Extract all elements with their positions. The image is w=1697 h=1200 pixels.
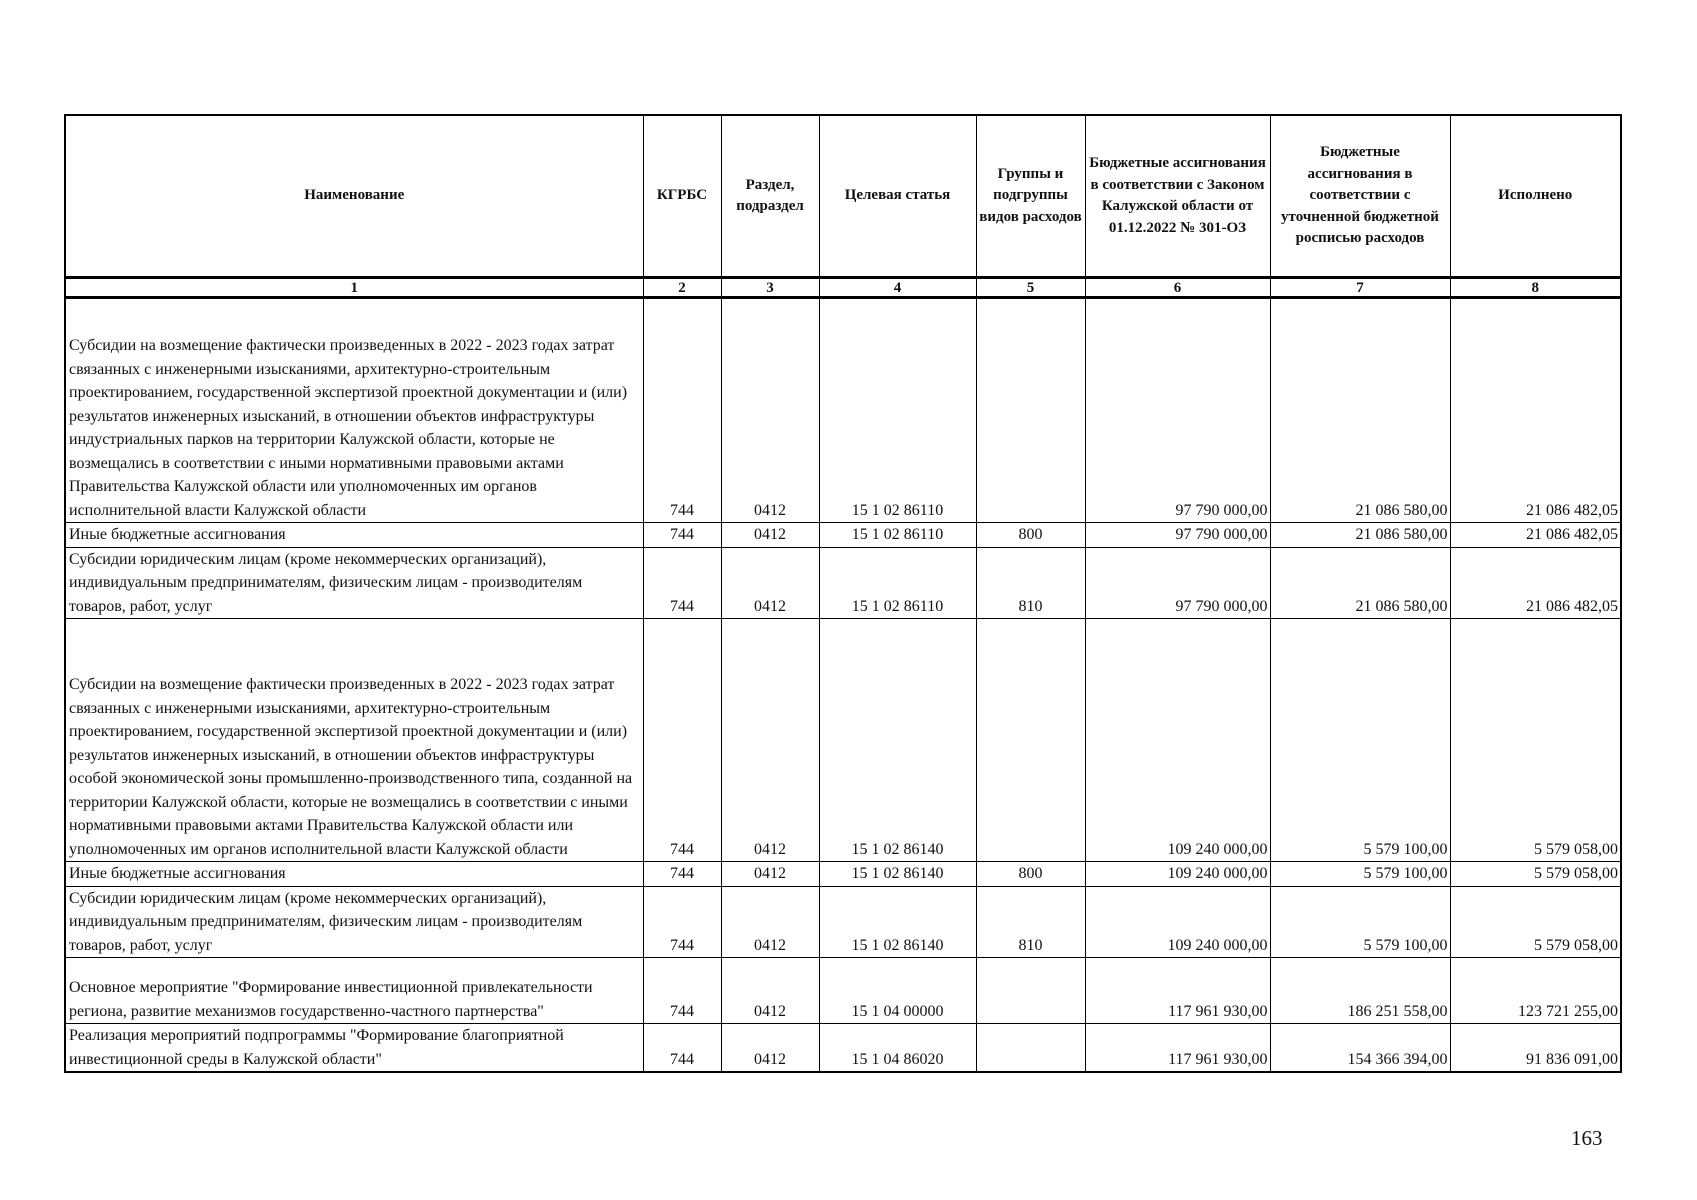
header-kgrbs: КГРБС — [643, 115, 721, 278]
cell-law-allocation: 109 240 000,00 — [1085, 886, 1270, 958]
table-row — [65, 958, 1621, 1024]
header-expense-group: Группы и подгруппы видов расходов — [976, 115, 1085, 278]
cell-name: Субсидии на возмещение фактически произведенных в 2022 - 2023 годах затрат связанных с инженерными изысканиями, архитектурно-строительным проектированием, государственной экспертизой проектной документации и (или) результатов инженерных изысканий, в отношении объектов инфраструктуры особой экономической зоны промышленно-производственного типа, созданной на территории Калужской области, которые не возмещались в соответствии с иными нормативными правовыми актами Правительства Калужской области или уполномоченных им органов исполнительной власти Калужской области — [65, 619, 643, 862]
cell-expense-group — [976, 619, 1085, 862]
column-number-expense-group: 5 — [976, 278, 1085, 298]
cell-expense-group: 810 — [976, 886, 1085, 958]
table-row — [65, 547, 1621, 619]
cell-law-allocation: 97 790 000,00 — [1085, 298, 1270, 523]
table-row — [65, 886, 1621, 958]
cell-refined-allocation: 186 251 558,00 — [1270, 958, 1450, 1024]
cell-expense-group: 800 — [976, 862, 1085, 887]
cell-executed: 5 579 058,00 — [1450, 886, 1621, 958]
column-number-target-article: 4 — [819, 278, 976, 298]
cell-expense-group — [976, 298, 1085, 523]
cell-refined-allocation: 21 086 580,00 — [1270, 547, 1450, 619]
header-section: Раздел, подраздел — [721, 115, 819, 278]
cell-target-article: 15 1 04 00000 — [819, 958, 976, 1024]
cell-target-article: 15 1 02 86110 — [819, 547, 976, 619]
budget-execution-table — [64, 114, 1622, 1073]
table-header — [65, 115, 1621, 298]
cell-law-allocation: 97 790 000,00 — [1085, 523, 1270, 548]
cell-refined-allocation: 5 579 100,00 — [1270, 619, 1450, 862]
table-body — [65, 298, 1621, 1073]
cell-name: Субсидии юридическим лицам (кроме некоммерческих организаций), индивидуальным предпринимателям, физическим лицам - производителям товаров, работ, услуг — [65, 547, 643, 619]
cell-expense-group: 810 — [976, 547, 1085, 619]
cell-name: Реализация мероприятий подпрограммы "Формирование благоприятной инвестиционной среды в Калужской области" — [65, 1024, 643, 1073]
table-row — [65, 523, 1621, 548]
header-executed: Исполнено — [1450, 115, 1621, 278]
cell-section: 0412 — [721, 958, 819, 1024]
cell-refined-allocation: 21 086 580,00 — [1270, 298, 1450, 523]
cell-name: Основное мероприятие "Формирование инвестиционной привлекательности региона, развитие механизмов государственно-частного партнерства" — [65, 958, 643, 1024]
cell-law-allocation: 117 961 930,00 — [1085, 958, 1270, 1024]
cell-section: 0412 — [721, 1024, 819, 1073]
cell-law-allocation: 97 790 000,00 — [1085, 547, 1270, 619]
table-row — [65, 298, 1621, 523]
cell-law-allocation: 117 961 930,00 — [1085, 1024, 1270, 1073]
budget-table-container — [64, 114, 1620, 1073]
cell-law-allocation: 109 240 000,00 — [1085, 619, 1270, 862]
column-number-executed: 8 — [1450, 278, 1621, 298]
table-row — [65, 1024, 1621, 1073]
cell-target-article: 15 1 02 86140 — [819, 886, 976, 958]
cell-expense-group — [976, 1024, 1085, 1073]
cell-refined-allocation: 154 366 394,00 — [1270, 1024, 1450, 1073]
cell-executed: 91 836 091,00 — [1450, 1024, 1621, 1073]
cell-kgrbs: 744 — [643, 958, 721, 1024]
cell-kgrbs: 744 — [643, 547, 721, 619]
cell-law-allocation: 109 240 000,00 — [1085, 862, 1270, 887]
column-number-refined-allocation: 7 — [1270, 278, 1450, 298]
cell-expense-group — [976, 958, 1085, 1024]
header-name: Наименование — [65, 115, 643, 278]
cell-kgrbs: 744 — [643, 523, 721, 548]
cell-name: Иные бюджетные ассигнования — [65, 862, 643, 887]
cell-kgrbs: 744 — [643, 886, 721, 958]
cell-refined-allocation: 5 579 100,00 — [1270, 862, 1450, 887]
cell-section: 0412 — [721, 298, 819, 523]
cell-target-article: 15 1 02 86110 — [819, 298, 976, 523]
cell-section: 0412 — [721, 862, 819, 887]
cell-executed: 5 579 058,00 — [1450, 862, 1621, 887]
cell-name: Субсидии на возмещение фактически произведенных в 2022 - 2023 годах затрат связанных с инженерными изысканиями, архитектурно-строительным проектированием, государственной экспертизой проектной документации и (или) результатов инженерных изысканий, в отношении объектов инфраструктуры индустриальных парков на территории Калужской области, которые не возмещались в соответствии с иными нормативными правовыми актами Правительства Калужской области или уполномоченных им органов исполнительной власти Калужской области — [65, 298, 643, 523]
cell-kgrbs: 744 — [643, 1024, 721, 1073]
cell-section: 0412 — [721, 886, 819, 958]
column-number-section: 3 — [721, 278, 819, 298]
cell-kgrbs: 744 — [643, 298, 721, 523]
cell-target-article: 15 1 02 86140 — [819, 862, 976, 887]
cell-executed: 21 086 482,05 — [1450, 523, 1621, 548]
cell-refined-allocation: 21 086 580,00 — [1270, 523, 1450, 548]
cell-section: 0412 — [721, 523, 819, 548]
header-refined-allocation: Бюджетные ассигнования в соответствии с уточненной бюджетной росписью расходов — [1270, 115, 1450, 278]
column-number-kgrbs: 2 — [643, 278, 721, 298]
cell-executed: 21 086 482,05 — [1450, 298, 1621, 523]
cell-executed: 123 721 255,00 — [1450, 958, 1621, 1024]
cell-name: Субсидии юридическим лицам (кроме некоммерческих организаций), индивидуальным предпринимателям, физическим лицам - производителям товаров, работ, услуг — [65, 886, 643, 958]
column-number-law-allocation: 6 — [1085, 278, 1270, 298]
cell-name: Иные бюджетные ассигнования — [65, 523, 643, 548]
cell-target-article: 15 1 02 86110 — [819, 523, 976, 548]
column-number-name: 1 — [65, 278, 643, 298]
cell-section: 0412 — [721, 547, 819, 619]
cell-executed: 5 579 058,00 — [1450, 619, 1621, 862]
cell-target-article: 15 1 02 86140 — [819, 619, 976, 862]
cell-refined-allocation: 5 579 100,00 — [1270, 886, 1450, 958]
cell-section: 0412 — [721, 619, 819, 862]
header-law-allocation: Бюджетные ассигнования в соответствии с Законом Калужской области от 01.12.2022 № 301-ОЗ — [1085, 115, 1270, 278]
page-number: 163 — [1571, 1126, 1603, 1150]
cell-kgrbs: 744 — [643, 619, 721, 862]
cell-target-article: 15 1 04 86020 — [819, 1024, 976, 1073]
column-number-row — [65, 278, 1621, 298]
header-target-article: Целевая статья — [819, 115, 976, 278]
header-row — [65, 115, 1621, 278]
cell-kgrbs: 744 — [643, 862, 721, 887]
table-row — [65, 862, 1621, 887]
table-row — [65, 619, 1621, 862]
cell-executed: 21 086 482,05 — [1450, 547, 1621, 619]
cell-expense-group: 800 — [976, 523, 1085, 548]
